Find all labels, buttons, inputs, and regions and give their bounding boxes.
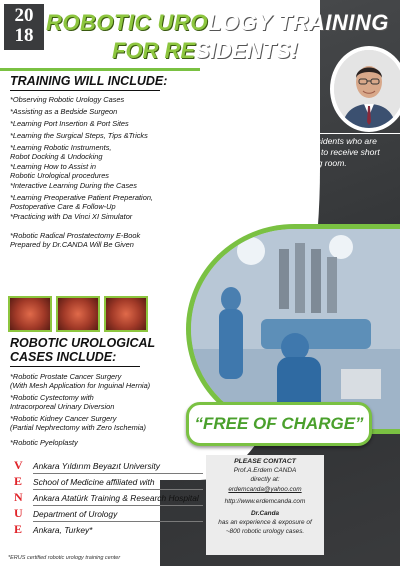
cases-heading-underline [10, 366, 140, 367]
training-item [10, 193, 185, 211]
footnote: *ERUS certified robotic urology training center [8, 555, 121, 561]
venue-letter: E [14, 474, 23, 488]
cases-heading-line-1: ROBOTIC UROLOGICAL [10, 336, 156, 350]
training-item-line: Robot Docking & Undocking [10, 152, 103, 161]
title-line-2-green: FOR RE [112, 38, 196, 63]
training-item-line: *Observing Robotic Urology Cases [10, 95, 125, 104]
cases-heading-line-2: CASES INCLUDE: [10, 350, 117, 364]
training-item-line: *Learning How to Assist in [10, 162, 96, 171]
venue-letter: N [14, 490, 23, 504]
training-heading-underline [10, 90, 160, 91]
venue-letter: U [14, 506, 23, 520]
training-item-line: *Learning Preoperative Patient Preperation, [10, 193, 153, 202]
professor-divider [205, 133, 400, 134]
case-item [10, 372, 185, 390]
year-text [4, 6, 44, 46]
venue-rule [33, 473, 203, 474]
case-item-line: *Robotic Kidney Cancer Surgery [10, 414, 117, 423]
venue-letter: V [14, 458, 23, 472]
contact-dr: Dr.Canda [250, 510, 280, 517]
title-line-2 [112, 38, 298, 64]
contact-website-link[interactable]: http://www.erdemcanda.com [224, 498, 306, 505]
case-item-line: (Partial Nephrectomy with Zero Ischemia) [10, 423, 146, 432]
training-item [10, 181, 185, 190]
contact-heading: PLEASE CONTACT [234, 458, 296, 465]
surgery-thumbnail [104, 296, 148, 332]
training-item-line: *Learning Port Insertion & Port Sites [10, 119, 129, 128]
training-item-line: *Practicing with Da Vinci XI Simulator [10, 212, 133, 221]
venue-rule [33, 521, 203, 522]
surgery-thumbnail [8, 296, 52, 332]
case-item-line: Intracorporeal Urinary Diversion [10, 402, 115, 411]
training-heading: TRAINING WILL INCLUDE: [10, 74, 168, 88]
venue-rule [33, 505, 203, 506]
training-item-line: Robotic Urological procedures [10, 171, 110, 180]
training-item [10, 162, 185, 180]
venue-line: Department of Urology [33, 509, 118, 519]
case-item [10, 414, 185, 432]
title-line-1-white: LOGY TRAINING [207, 10, 389, 35]
year-part: 20 [14, 5, 34, 26]
case-item [10, 438, 185, 447]
professor-title: Prof. A. Erdem [214, 90, 304, 105]
training-item-line: *Robotic Radical Prostatectomy E-Book [10, 231, 141, 240]
venue-letter: E [14, 522, 23, 536]
case-item-line: (With Mesh Application for Inguinal Hernia) [10, 381, 151, 390]
training-item-line: *Learning Robotic Instruments, [10, 143, 112, 152]
training-item-line: *Learning the Surgical Steps, Tips &Tricks [10, 131, 148, 140]
operating-room-illustration-icon [191, 229, 400, 429]
header-divider [0, 68, 200, 71]
training-item [10, 143, 185, 161]
training-item-line: Postoperative Care & Follow-Up [10, 202, 116, 211]
professor-name: CANDA [213, 103, 316, 133]
year-part: 18 [14, 25, 34, 46]
venue-line: Ankara, Turkey* [33, 525, 93, 535]
venue-rule [33, 489, 203, 490]
venue-line: Ankara Yıldırım Beyazıt University [33, 461, 160, 471]
training-item [10, 107, 185, 116]
contact-experience-2: ~800 robotic urology cases. [225, 528, 305, 535]
title-line-1-green: ROBOTIC URO [46, 10, 208, 35]
training-item-line: *Interactive Learning During the Cases [10, 181, 137, 190]
training-item [10, 212, 185, 221]
training-item-line: *Assisting as a Bedside Surgeon [10, 107, 118, 116]
professor-photo [330, 46, 400, 132]
training-item [10, 119, 185, 128]
training-item [10, 95, 185, 104]
surgery-thumbnail [56, 296, 100, 332]
venue-line: School of Medicine affiliated with [33, 477, 155, 487]
case-item-line: *Robotic Cystectomy with [10, 393, 94, 402]
professor-description: will be accepting urology residents who are interested in robotic urology to receive short term training in the operating room. [213, 136, 380, 168]
training-item-line: Prepared by Dr.CANDA Will Be Given [10, 240, 134, 249]
venue-line: Ankara Atatürk Training & Research Hospital [33, 493, 199, 503]
contact-name: Prof.A.Erdem CANDA [233, 467, 297, 474]
training-item [10, 231, 185, 249]
contact-directly: directly at: [250, 476, 280, 483]
contact-experience-1: has an experience & exposure of [218, 519, 312, 526]
year-badge [4, 4, 44, 50]
training-item [10, 131, 185, 140]
case-item-line: *Robotic Prostate Cancer Surgery [10, 372, 122, 381]
case-item [10, 393, 185, 411]
title-line-2-white: SIDENTS! [195, 38, 298, 63]
title-line-1 [46, 10, 389, 36]
professor-portrait-icon [334, 50, 400, 128]
free-of-charge-banner: “FREE OF CHARGE” [186, 402, 372, 446]
contact-email-link[interactable]: erdemcanda@yahoo.com [228, 486, 302, 493]
case-item-line: *Robotic Pyeloplasty [10, 438, 78, 447]
